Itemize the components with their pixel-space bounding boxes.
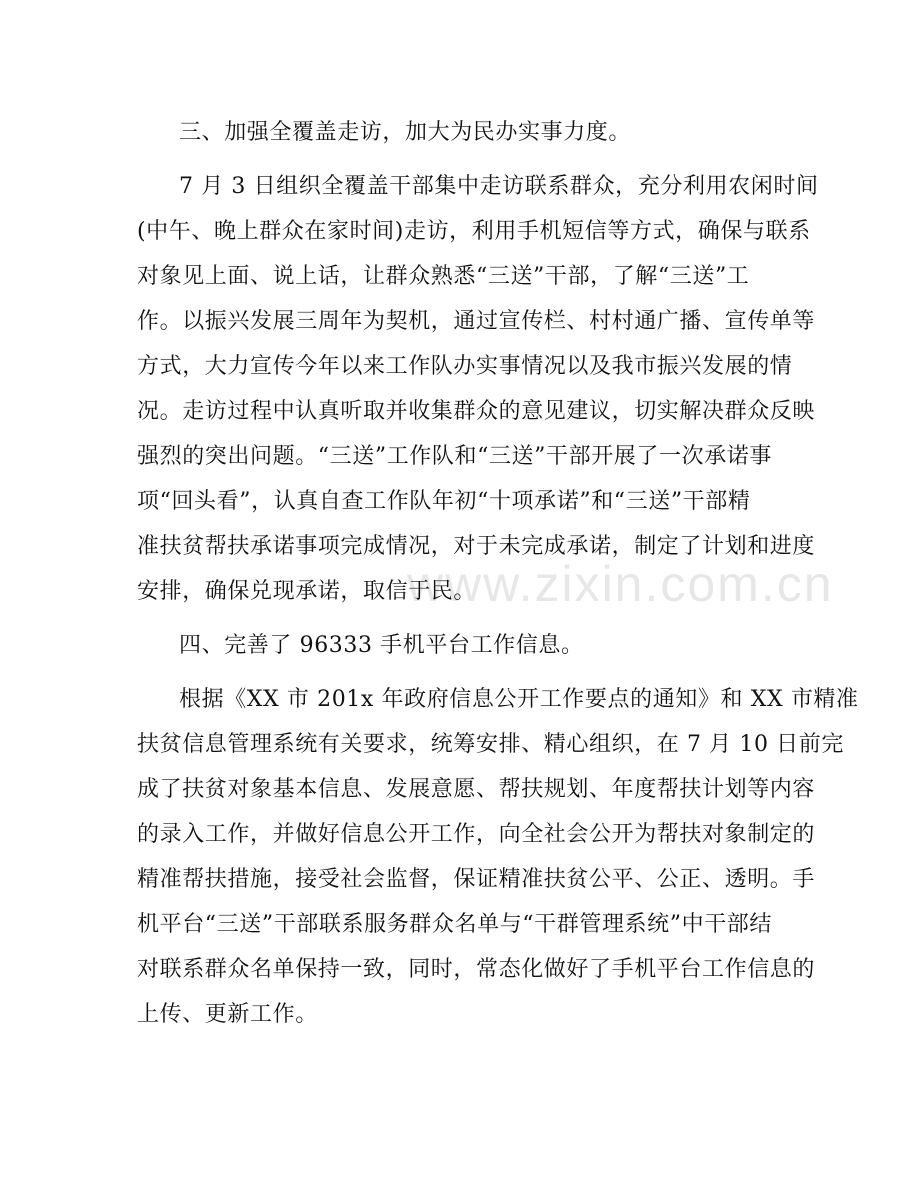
section-heading-3: 三、加强全覆盖走访，加大为民办实事力度。 <box>179 120 632 145</box>
paragraph-line: 强烈的突出问题。“三送”工作队和“三送”干部开展了一次承诺事 <box>137 444 772 469</box>
paragraph-line: 精准帮扶措施，接受社会监督，保证精准扶贫公平、公正、透明。手 <box>137 867 816 892</box>
paragraph-line: 成了扶贫对象基本信息、发展意愿、帮扶规划、年度帮扶计划等内容 <box>137 777 816 802</box>
section-heading-4: 四、完善了 96333 手机平台工作信息。 <box>179 633 584 658</box>
paragraph-line: 对象见上面、说上话，让群众熟悉“三送”干部，了解“三送”工 <box>137 264 750 289</box>
paragraph-line: 方式，大力宣传今年以来工作队办实事情况以及我市振兴发展的情 <box>137 354 793 379</box>
paragraph-line: 上传、更新工作。 <box>137 1002 318 1027</box>
paragraph-line: 扶贫信息管理系统有关要求，统筹安排、精心组织，在 7 月 10 日前完 <box>137 732 844 757</box>
paragraph-line: 机平台“三送”干部联系服务群众名单与“干群管理系统”中干部结 <box>137 912 772 937</box>
paragraph-line: 根据《XX 市 201x 年政府信息公开工作要点的通知》和 XX 市精准 <box>179 687 859 712</box>
paragraph-line: (中午、晚上群众在家时间)走访，利用手机短信等方式，确保与联系 <box>137 219 811 244</box>
paragraph-line: 作。以振兴发展三周年为契机，通过宣传栏、村村通广播、宣传单等 <box>137 309 816 334</box>
watermark: www.zixin.com.cn <box>407 556 834 612</box>
paragraph-line: 况。走访过程中认真听取并收集群众的意见建议，切实解决群众反映 <box>137 399 816 424</box>
paragraph-line: 7 月 3 日组织全覆盖干部集中走访联系群众，充分利用农闲时间 <box>179 174 819 199</box>
paragraph-line: 项“回头看”，认真自查工作队年初“十项承诺”和“三送”干部精 <box>137 489 751 514</box>
paragraph-line: 准扶贫帮扶承诺事项完成情况，对于未完成承诺，制定了计划和进度 <box>137 534 816 559</box>
paragraph-line: 的录入工作，并做好信息公开工作，向全社会公开为帮扶对象制定的 <box>137 822 816 847</box>
paragraph-line: 对联系群众名单保持一致，同时，常态化做好了手机平台工作信息的 <box>137 957 816 982</box>
paragraph-line: 安排，确保兑现承诺，取信于民。 <box>137 579 477 604</box>
